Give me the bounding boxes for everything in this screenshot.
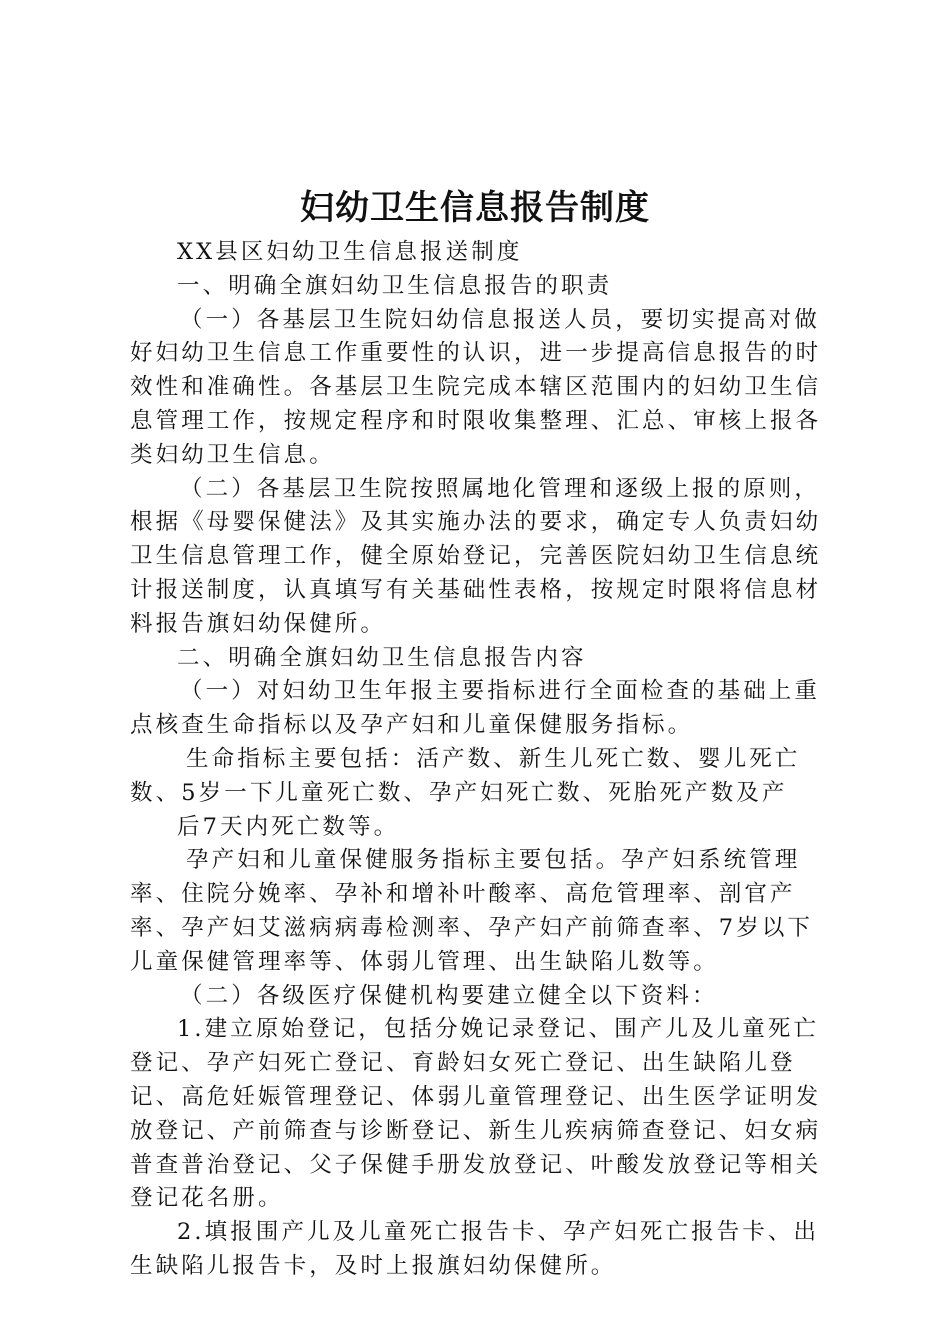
paragraph: 生命指标主要包括：活产数、新生儿死亡数、婴儿死亡数、5岁一下儿童死亡数、孕产妇死亡数、死胎死产数及产 [130, 745, 801, 806]
paragraph: （一）对妇幼卫生年报主要指标进行全面检查的基础上重点核查生命指标以及孕产妇和儿童保健服务指标。 [130, 678, 821, 739]
paragraph: 2.填报围产儿及儿童死亡报告卡、孕产妇死亡报告卡、出生缺陷儿报告卡，及时上报旗妇幼保健所。 [130, 1219, 820, 1279]
paragraph-subtitle: XX县区妇幼卫生信息报送制度 [177, 239, 523, 265]
paragraph: 孕产妇和儿童保健服务指标主要包括。孕产妇系统管理率、住院分娩率、孕补和增补叶酸率、高危管理率、剖官产率、孕产妇艾滋病病毒检测率、孕产妇产前筛查率、7岁以下儿童保健管理率等、体弱儿管理、出生缺陷儿数等。 [130, 847, 814, 975]
document-title: 妇幼卫生信息报告制度 [300, 188, 650, 228]
paragraph: 1.建立原始登记，包括分娩记录登记、围产儿及儿童死亡登记、孕产妇死亡登记、育龄妇女死亡登记、出生缺陷儿登记、高危妊娠管理登记、体弱儿童管理登记、出生医学证明发放登记、产前筛查与诊断登记、新生儿疾病筛查登记、妇女病普查普治登记、父子保健手册发放登记、叶酸发放登记等相关登记花名册。 [130, 1016, 822, 1212]
paragraph: 后7天内死亡数等。 [177, 813, 400, 840]
paragraph: （二）各级医疗保健机构要建立健全以下资料： [180, 982, 718, 1009]
section-heading-2: 二、明确全旗妇幼卫生信息报告内容 [177, 644, 587, 671]
paragraph: （一）各基层卫生院妇幼信息报送人员，要切实提高对做好妇幼卫生信息工作重要性的认识，进一步提高信息报告的时效性和准确性。各基层卫生院完成本辖区范围内的妇幼卫生信息管理工作，按规定程序和时限收集整理、汇总、审核上报各类妇幼卫生信息。 [130, 306, 822, 468]
section-heading-1: 一、明确全旗妇幼卫生信息报告的职责 [177, 272, 613, 299]
paragraph: （二）各基层卫生院按照属地化管理和逐级上报的原则，根据《母婴保健法》及其实施办法的要求，确定专人负责妇幼卫生信息管理工作，健全原始登记，完善医院妇幼卫生信息统计报送制度，认真填写有关基础性表格，按规定时限将信息材料报告旗妇幼保健所。 [130, 475, 822, 637]
document-body [130, 236, 830, 1284]
